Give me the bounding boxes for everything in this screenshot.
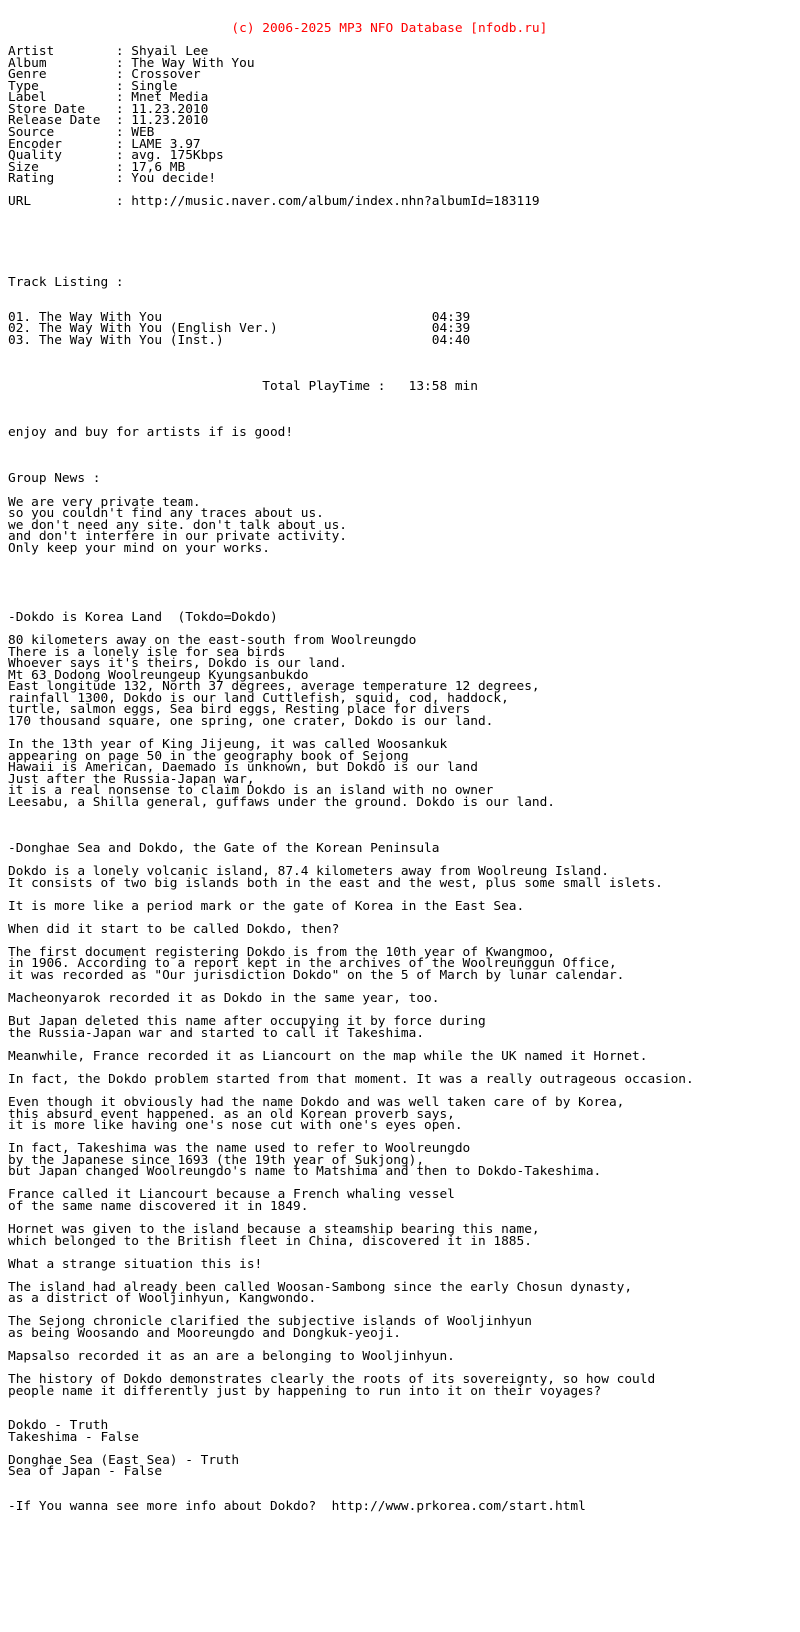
nfo-line: Meanwhile, France recorded it as Liancourt on the map while the UK named it Hornet. [8, 1048, 648, 1064]
nfo-line: Macheonyarok recorded it as Dokdo in the same year, too. [8, 991, 440, 1007]
nfo-line: In fact, Takeshima was the name used to refer to Woolreungdo [8, 1141, 471, 1157]
nfo-line: When did it start to be called Dokdo, then? [8, 921, 340, 937]
nfo-line: Whoever says it's theirs, Dokdo is our land. [8, 656, 347, 672]
nfo-line [8, 462, 694, 474]
nfo-line: Label : Mnet Media [8, 90, 209, 106]
nfo-line: Dokdo is a lonely volcanic island, 87.4 kilometers away from Woolreung Island. [8, 864, 609, 880]
nfo-line: But Japan deleted this name after occupying it by force during [8, 1014, 486, 1030]
nfo-line [8, 346, 694, 358]
nfo-line [8, 820, 694, 832]
nfo-line: It consists of two big islands both in the east and the west, plus some small islets. [8, 875, 663, 891]
nfo-line [8, 242, 694, 254]
nfo-line: Rating : You decide! [8, 171, 217, 187]
nfo-line [8, 393, 694, 405]
nfo-line [8, 231, 694, 243]
nfo-line: appearing on page 50 in the geography book of Sejong [8, 748, 409, 764]
nfo-line: 03. The Way With You (Inst.) 04:40 [8, 332, 471, 348]
nfo-line: as being Woosando and Mooreungdo and Dongkuk-yeoji. [8, 1325, 401, 1341]
nfo-line: Just after the Russia-Japan war, [8, 771, 255, 787]
nfo-line: Dokdo - Truth [8, 1418, 109, 1434]
nfo-line: The history of Dokdo demonstrates clearly the roots of its sovereignty, so how could [8, 1372, 656, 1388]
nfo-line [8, 450, 694, 462]
nfo-line: -If You wanna see more info about Dokdo? http://www.prkorea.com/start.html [8, 1499, 586, 1515]
nfo-line: Album : The Way With You [8, 55, 255, 71]
nfo-line: it was recorded as "Our jurisdiction Dokdo" on the 5 of March by lunar calendar. [8, 967, 625, 983]
nfo-line: East longitude 132, North 37 degrees, average temperature 12 degrees, [8, 679, 540, 695]
nfo-line: Artist : Shyail Lee [8, 44, 209, 60]
nfo-line: but Japan changed Woolreungdo's name to Matshima and then to Dokdo-Takeshima. [8, 1164, 602, 1180]
nfo-line: -Donghae Sea and Dokdo, the Gate of the Korean Peninsula [8, 840, 440, 856]
nfo-line: so you couldn't find any traces about us. [8, 506, 324, 522]
nfo-line: we don't need any site. don't talk about us. [8, 517, 347, 533]
nfo-line: URL : http://music.naver.com/album/index.nhn?albumId=183119 [8, 194, 540, 210]
nfo-line: Store Date : 11.23.2010 [8, 101, 209, 117]
nfo-line: in 1906. According to a report kept in the archives of the Woolreunggun Office, [8, 956, 617, 972]
nfo-line [8, 404, 694, 416]
nfo-line: France called it Liancourt because a French whaling vessel [8, 1187, 455, 1203]
nfo-line: 80 kilometers away on the east-south from Woolreungdo [8, 633, 417, 649]
nfo-line: It is more like a period mark or the gate of Korea in the East Sea. [8, 898, 525, 914]
nfo-line [8, 254, 694, 266]
nfo-line: -Dokdo is Korea Land (Tokdo=Dokdo) [8, 609, 278, 625]
nfo-line: Leesabu, a Shilla general, guffaws under the ground. Dokdo is our land. [8, 794, 556, 810]
nfo-line: Total PlayTime : 13:58 min [8, 379, 478, 395]
nfo-line [8, 554, 694, 566]
nfo-line: Mapsalso recorded it as an are a belonging to Wooljinhyun. [8, 1348, 455, 1364]
nfo-line: 170 thousand square, one spring, one crater, Dokdo is our land. [8, 713, 494, 729]
nfo-line: Sea of Japan - False [8, 1464, 163, 1480]
nfo-line: Genre : Crossover [8, 67, 201, 83]
nfo-line: Type : Single [8, 78, 178, 94]
nfo-line: Size : 17,6 MB [8, 159, 186, 175]
nfo-line: We are very private team. [8, 494, 201, 510]
nfo-line: and don't interfere in our private activity. [8, 529, 347, 545]
nfo-line: Group News : [8, 471, 101, 487]
nfo-line: Mt 63 Dodong Woolreungeup Kyungsanbukdo [8, 667, 309, 683]
nfo-line: this absurd event happened. as an old Korean proverb says, [8, 1106, 455, 1122]
nfo-line [8, 1478, 694, 1490]
nfo-line: of the same name discovered it in 1849. [8, 1198, 309, 1214]
nfo-line [8, 439, 694, 451]
nfo-line [8, 219, 694, 231]
nfo-line: it is more like having one's nose cut with one's eyes open. [8, 1118, 463, 1134]
nfo-line: Hornet was given to the island because a steamship bearing this name, [8, 1221, 540, 1237]
nfo-text [8, 0, 694, 1513]
nfo-line: Release Date : 11.23.2010 [8, 113, 209, 129]
nfo-line: There is a lonely isle for sea birds [8, 644, 286, 660]
nfo-line: The first document registering Dokdo is from the 10th year of Kwangmoo, [8, 944, 556, 960]
nfo-line: 01. The Way With You 04:39 [8, 309, 471, 325]
nfo-line [8, 1409, 694, 1421]
nfo-line [8, 566, 694, 578]
nfo-line: Source : WEB [8, 125, 155, 141]
nfo-line [8, 589, 694, 601]
nfo-line: Quality : avg. 175Kbps [8, 148, 224, 164]
nfo-line: What a strange situation this is! [8, 1256, 263, 1272]
nfo-line: Takeshima - False [8, 1429, 139, 1445]
nfo-line: Only keep your mind on your works. [8, 540, 270, 556]
nfo-line: The island had already been called Woosan-Sambong since the early Chosun dynasty, [8, 1279, 633, 1295]
nfo-line: Donghae Sea (East Sea) - Truth [8, 1452, 240, 1468]
nfo-line: which belonged to the British fleet in China, discovered it in 1885. [8, 1233, 532, 1249]
nfo-line: In fact, the Dokdo problem started from that moment. It was a really outrageous occasion. [8, 1071, 694, 1087]
nfo-line: people name it differently just by happening to run into it on their voyages? [8, 1383, 602, 1399]
nfo-line [8, 577, 694, 589]
nfo-line: Even though it obviously had the name Dokdo and was well taken care of by Korea, [8, 1094, 625, 1110]
nfo-line: as a district of Wooljinhyun, Kangwondo. [8, 1291, 317, 1307]
nfo-line [8, 289, 694, 301]
nfo-line: rainfall 1300, Dokdo is our land Cuttlefish, squid, cod, haddock, [8, 690, 509, 706]
nfo-line: enjoy and buy for artists if is good! [8, 425, 294, 441]
nfo-line: Track Listing : [8, 275, 124, 291]
nfo-line: it is a real nonsense to claim Dokdo is an island with no owner [8, 783, 494, 799]
nfo-line: In the 13th year of King Jijeung, it was called Woosankuk [8, 737, 448, 752]
nfo-line [8, 1397, 694, 1409]
nfo-line [8, 358, 694, 370]
nfo-line: Hawaii is American, Daemado is unknown, but Dokdo is our land [8, 760, 478, 776]
nfo-line: the Russia-Japan war and started to call it Takeshima. [8, 1025, 425, 1041]
nfo-line: The Sejong chronicle clarified the subjective islands of Wooljinhyun [8, 1314, 532, 1330]
nfo-line: 02. The Way With You (English Ver.) 04:39 [8, 321, 471, 337]
nfo-line [8, 808, 694, 820]
nfo-line: by the Japanese since 1693 (the 19th year of Sukjong), [8, 1152, 425, 1168]
nfo-line [8, 208, 694, 220]
nfo-line: Encoder : LAME 3.97 [8, 136, 201, 152]
nfo-line: turtle, salmon eggs, Sea bird eggs, Resting place for divers [8, 702, 471, 718]
copyright-header: (c) 2006-2025 MP3 NFO Database [nfodb.ru] [8, 21, 548, 37]
